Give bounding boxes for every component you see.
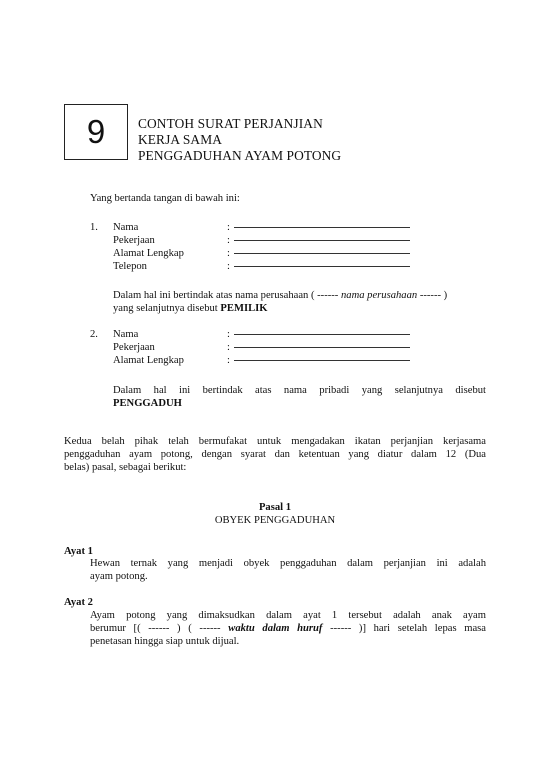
field-colon: : [227,261,230,272]
pasal-subheading: OBYEK PENGGADUHAN [214,515,336,526]
field-colon: : [227,342,230,353]
fill-in-line [234,227,410,228]
ayat-2-line-2: berumur [( ------ ) ( ------ waktu dalam huruf ------ )] hari setelah lepas masa [90,623,486,634]
intro-text: Yang bertanda tangan di bawah ini: [90,193,240,204]
party-2-role: PENGGADUH [113,398,182,409]
party-2-number: 2. [90,329,98,340]
ayat-2-heading: Ayat 2 [64,597,93,608]
agreement-line-3: belas) pasal, sebagai berikut: [64,462,187,473]
field-label-alamat: Alamat Lengkap [113,248,184,259]
field-colon: : [227,355,230,366]
ayat-2-line-1: Ayam potong yang dimaksudkan dalam ayat 1 tersebut adalah anak ayam [90,610,486,621]
ayat-1-line-2: ayam potong. [90,571,148,582]
fill-in-line [234,360,410,361]
title-line-2: KERJA SAMA [138,132,222,147]
fill-in-line [234,347,410,348]
party-2-statement: Dalam hal ini bertindak atas nama pribadi yang selanjutnya disebut [113,385,486,396]
chapter-number-box: 9 [64,104,128,160]
party-1-statement: Dalam hal ini bertindak atas nama perusahaan ( ------ nama perusahaan ------ ) [113,290,448,301]
title-line-3: PENGGADUHAN AYAM POTONG [138,148,342,163]
field-label-nama: Nama [113,329,139,340]
party-1-fields [90,221,420,277]
agreement-line-1: Kedua belah pihak telah bermufakat untuk mengadakan ikatan perjanjian kerjasama [64,436,486,447]
fill-in-line [234,266,410,267]
ayat-1-line-1: Hewan ternak yang menjadi obyek penggaduhan dalam perjanjian ini adalah [90,558,486,569]
field-colon: : [227,329,230,340]
field-label-telepon: Telepon [113,261,147,272]
party-1-role-line: yang selanjutnya disebut PEMILIK [113,303,268,314]
document-title [138,116,341,164]
field-label-nama: Nama [113,222,139,233]
agreement-line-2: penggaduhan ayam potong, dengan syarat dan ketentuan yang diatur dalam 12 (Dua [64,449,486,460]
field-colon: : [227,222,230,233]
field-label-pekerjaan: Pekerjaan [113,342,155,353]
fill-in-line [234,253,410,254]
placeholder-company-name: nama perusahaan [340,290,418,301]
fill-in-line [234,334,410,335]
party-1-role: PEMILIK [220,303,268,314]
party-2-fields [90,328,420,370]
placeholder-time-in-words: waktu dalam huruf [228,623,323,634]
party-1-number: 1. [90,222,98,233]
ayat-2-line-3: penetasan hingga siap untuk dijual. [90,636,240,647]
fill-in-line [234,240,410,241]
field-label-pekerjaan: Pekerjaan [113,235,155,246]
field-colon: : [227,248,230,259]
title-line-1: CONTOH SURAT PERJANJIAN [138,116,323,131]
ayat-1-heading: Ayat 1 [64,546,93,557]
field-label-alamat: Alamat Lengkap [113,355,184,366]
pasal-heading: Pasal 1 [258,502,292,513]
field-colon: : [227,235,230,246]
